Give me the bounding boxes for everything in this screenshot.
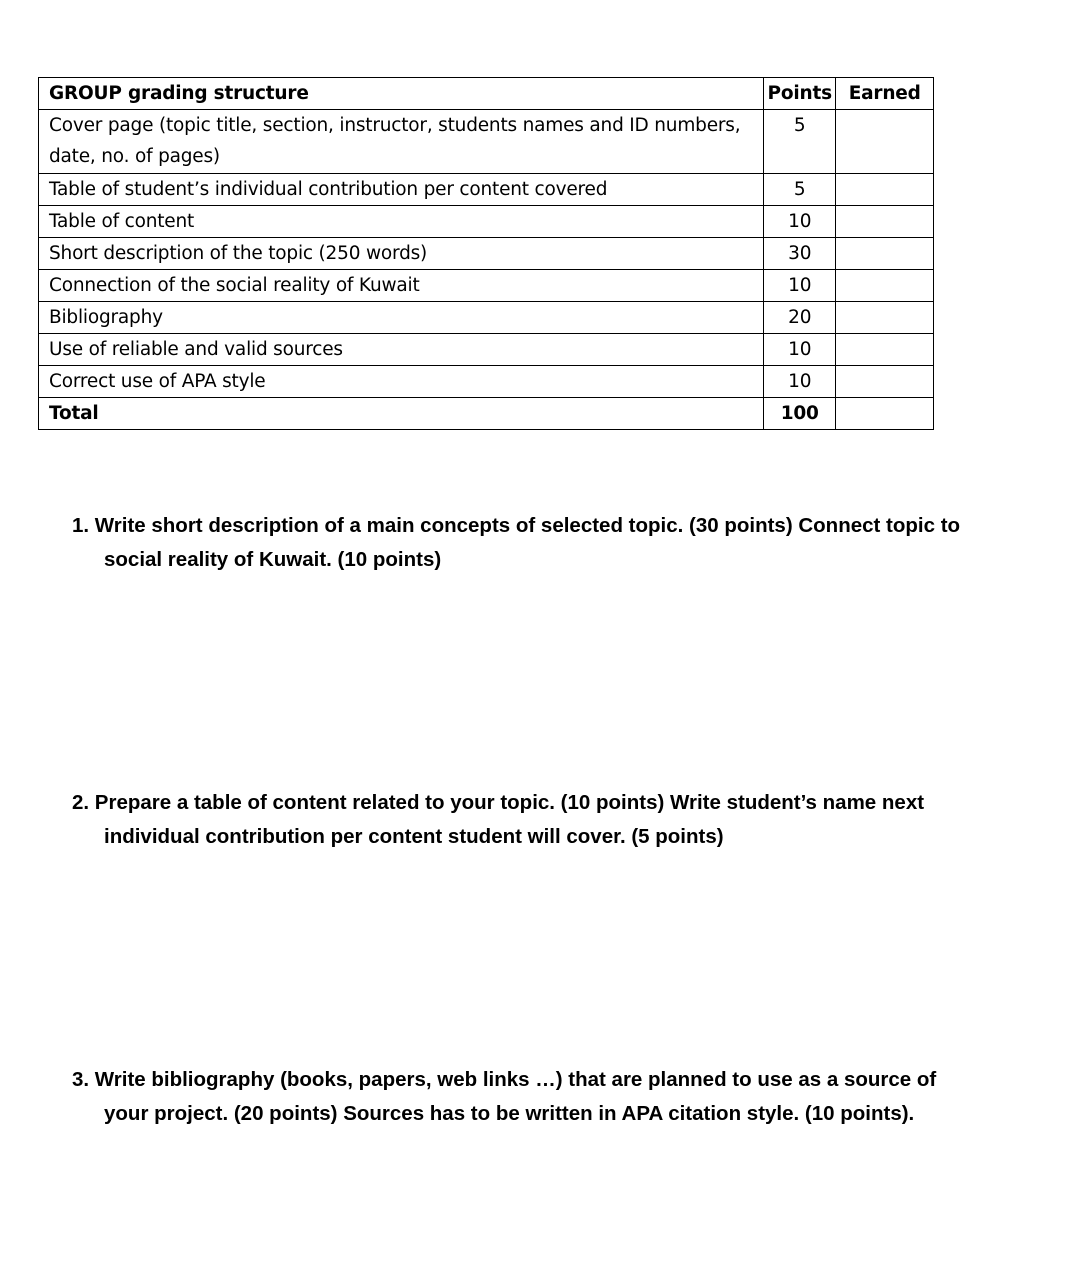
row-earned bbox=[836, 366, 934, 398]
table-row bbox=[39, 302, 934, 334]
row-points: 5 bbox=[764, 174, 836, 206]
row-earned bbox=[836, 334, 934, 366]
table-total-row bbox=[39, 398, 934, 430]
total-label: Total bbox=[39, 398, 764, 430]
table-row bbox=[39, 270, 934, 302]
header-points: Points bbox=[764, 78, 836, 110]
row-points: 30 bbox=[764, 238, 836, 270]
grading-table bbox=[38, 77, 934, 430]
table-row bbox=[39, 238, 934, 270]
table-row bbox=[39, 206, 934, 238]
question-line: social reality of Kuwait. (10 points) bbox=[104, 548, 442, 571]
question-line: 1. Write short description of a main concepts of selected topic. (30 points) Connect topic to bbox=[72, 514, 961, 537]
row-earned bbox=[836, 302, 934, 334]
table-row bbox=[39, 174, 934, 206]
question-line: 3. Write bibliography (books, papers, web links …) that are planned to use as a source of bbox=[72, 1068, 937, 1091]
question-line: 2. Prepare a table of content related to your topic. (10 points) Write student’s name next bbox=[72, 791, 925, 814]
row-item: Table of student’s individual contribution per content covered bbox=[39, 174, 764, 206]
table-row bbox=[39, 366, 934, 398]
question-line: your project. (20 points) Sources has to be written in APA citation style. (10 points). bbox=[104, 1102, 915, 1125]
row-earned bbox=[836, 110, 934, 174]
row-points: 20 bbox=[764, 302, 836, 334]
question-1 bbox=[72, 509, 1032, 577]
row-item-line: Cover page (topic title, section, instructor, students names and ID numbers, bbox=[49, 115, 741, 136]
row-earned bbox=[836, 270, 934, 302]
row-earned bbox=[836, 174, 934, 206]
table-row bbox=[39, 334, 934, 366]
row-item: Short description of the topic (250 words) bbox=[39, 238, 764, 270]
row-item: Connection of the social reality of Kuwait bbox=[39, 270, 764, 302]
row-item: Correct use of APA style bbox=[39, 366, 764, 398]
row-item: Bibliography bbox=[39, 302, 764, 334]
question-line: individual contribution per content student will cover. (5 points) bbox=[104, 825, 724, 848]
row-item bbox=[39, 110, 764, 174]
total-points: 100 bbox=[764, 398, 836, 430]
row-item-line: date, no. of pages) bbox=[49, 146, 220, 167]
header-earned: Earned bbox=[836, 78, 934, 110]
header-item: GROUP grading structure bbox=[39, 78, 764, 110]
row-points: 5 bbox=[764, 110, 836, 174]
question-3 bbox=[72, 1063, 1032, 1131]
row-item: Use of reliable and valid sources bbox=[39, 334, 764, 366]
row-points: 10 bbox=[764, 334, 836, 366]
row-points: 10 bbox=[764, 270, 836, 302]
total-earned bbox=[836, 398, 934, 430]
row-earned bbox=[836, 206, 934, 238]
row-item: Table of content bbox=[39, 206, 764, 238]
table-row bbox=[39, 110, 934, 174]
row-points: 10 bbox=[764, 206, 836, 238]
question-2 bbox=[72, 786, 1032, 854]
row-earned bbox=[836, 238, 934, 270]
row-points: 10 bbox=[764, 366, 836, 398]
table-header-row bbox=[39, 78, 934, 110]
